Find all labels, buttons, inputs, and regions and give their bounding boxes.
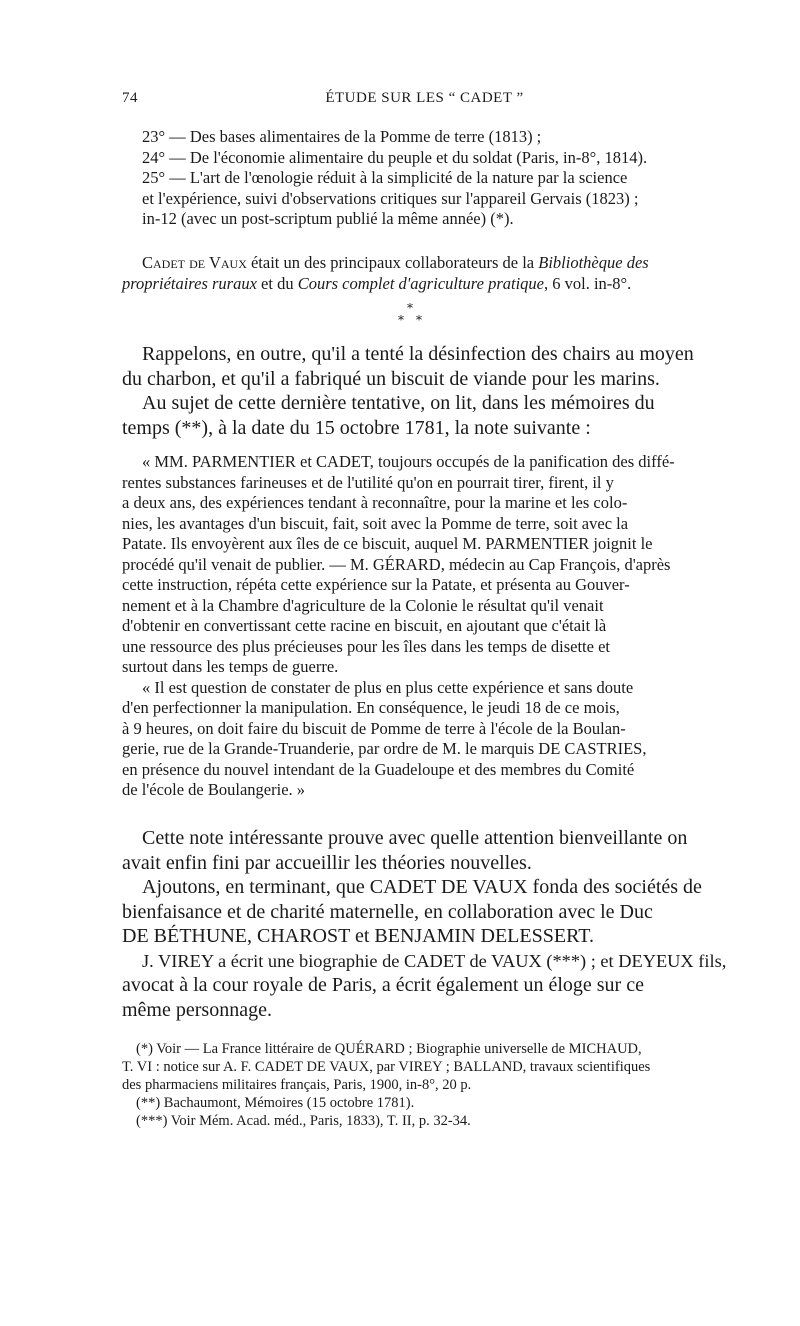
running-head: ÉTUDE SUR LES “ CADET ”	[325, 90, 524, 106]
closing-text	[122, 826, 727, 1022]
body-text	[122, 342, 727, 440]
text-line: Patate. Ils envoyèrent aux îles de ce biscuit, auquel M. PARMENTIER joignit le	[122, 534, 653, 553]
text-line: surtout dans les temps de guerre.	[122, 657, 339, 676]
text-line: « Il est question de constater de plus en plus cette expérience et sans doute	[142, 677, 634, 697]
list-item: 24° — De l'économie alimentaire du peuple et du soldat (Paris, in-8°, 1814).	[142, 147, 648, 167]
text-line: de l'école de Boulangerie. »	[122, 780, 306, 799]
paragraph	[122, 875, 727, 949]
list-item: 23° — Des bases alimentaires de la Pomme de terre (1813) ;	[142, 127, 542, 146]
text-line: même personnage.	[122, 998, 272, 1021]
text-line: en présence du nouvel intendant de la Guadeloupe et des membres du Comité	[122, 759, 635, 779]
text-line: gerie, rue de la Grande-Truanderie, par ordre de M. le marquis DE CASTRIES,	[122, 739, 647, 758]
text-line: nies, les avantages d'un biscuit, fait, soit avec la Pomme de terre, soit avec la	[122, 513, 629, 533]
text-line: d'obtenir en convertissant cette racine en biscuit, en ajoutant que c'était là	[122, 616, 607, 635]
text-line: a deux ans, des expériences tendant à reconnaître, pour la marine et les colo-	[122, 493, 628, 512]
quote-paragraph	[122, 452, 727, 678]
quote-paragraph	[122, 678, 727, 801]
text-line: cette instruction, répéta cette expérience sur la Patate, et présenta au Gouver-	[122, 575, 630, 594]
page-number: 74	[122, 90, 138, 106]
text-line: avait enfin fini par accueillir les théories nouvelles.	[122, 851, 532, 874]
collaboration-paragraph	[122, 253, 727, 294]
book-title: Bibliothèque des	[538, 253, 649, 272]
text-line: « MM. PARMENTIER et CADET, toujours occupés de la panification des diffé-	[142, 452, 675, 471]
paragraph-text: et du	[256, 273, 298, 293]
footnote: (***) Voir Mém. Acad. méd., Paris, 1833), T. II, p. 32-34.	[136, 1113, 471, 1129]
footnote: (**) Bachaumont, Mémoires (15 octobre 1781).	[136, 1095, 415, 1111]
text-line: rentes substances farineuses et de l'utilité qu'on en pourrait tirer, firent, il y	[122, 472, 614, 492]
text-line: procédé qu'il venait de publier. — M. GÉRARD, médecin au Cap François, d'après	[122, 554, 671, 574]
text-line: d'en perfectionner la manipulation. En conséquence, le jeudi 18 de ce mois,	[122, 698, 620, 717]
list-item: 25° — L'art de l'œnologie réduit à la simplicité de la nature par la science	[142, 168, 628, 187]
text-line: Rappelons, en outre, qu'il a tenté la désinfection des chairs au moyen	[142, 343, 694, 365]
list-item: in-12 (avec un post-scriptum publié la même année) (*).	[142, 209, 514, 228]
paragraph	[122, 342, 727, 391]
text-line: Cette note intéressante prouve avec quelle attention bienveillante on	[142, 827, 688, 849]
works-list	[122, 127, 727, 230]
footnote: (*) Voir — La France littéraire de QUÉRARD ; Biographie universelle de MICHAUD,	[136, 1041, 642, 1057]
paragraph	[122, 391, 727, 440]
footnotes	[122, 1040, 727, 1130]
person-name: Cadet de Vaux	[142, 253, 247, 272]
text-line: bienfaisance et de charité maternelle, en collaboration avec le Duc	[122, 900, 653, 923]
text-line: DE BÉTHUNE, CHAROST et BENJAMIN DELESSERT.	[122, 925, 594, 947]
book-title: propriétaires ruraux	[122, 273, 257, 293]
asterism-bottom: **	[398, 313, 434, 327]
footnote-line: des pharmaciens militaires français, Paris, 1900, in-8°, 20 p.	[122, 1077, 472, 1093]
text-line: une ressource des plus précieuses pour les îles dans les temps de disette et	[122, 636, 610, 656]
asterism	[380, 302, 440, 334]
text-line: Au sujet de cette dernière tentative, on lit, dans les mémoires du	[142, 392, 655, 414]
paragraph-text: , 6 vol. in-8°.	[543, 273, 632, 293]
text-line: temps (**), à la date du 15 octobre 1781, la note suivante :	[122, 416, 591, 439]
quotation	[122, 452, 727, 801]
text-line: du charbon, et qu'il a fabriqué un biscuit de viande pour les marins.	[122, 367, 660, 390]
asterism-top: *	[407, 301, 413, 315]
text-line: avocat à la cour royale de Paris, a écrit également un éloge sur ce	[122, 974, 644, 996]
list-item: et l'expérience, suivi d'observations critiques sur l'appareil Gervais (1823) ;	[142, 188, 639, 208]
footnote-line: T. VI : notice sur A. F. CADET DE VAUX, par VIREY ; BALLAND, travaux scientifiques	[122, 1059, 651, 1075]
text-line: à 9 heures, on doit faire du biscuit de Pomme de terre à l'école de la Boulan-	[122, 718, 626, 738]
page-header	[122, 90, 727, 112]
paragraph-text: était un des principaux collaborateurs de la	[246, 253, 539, 272]
text-line: J. VIREY a écrit une biographie de CADET de VAUX (***) ; et DEYEUX fils,	[142, 950, 727, 971]
text-line: nement et à la Chambre d'agriculture de la Colonie le résultat qu'il venait	[122, 595, 604, 615]
text-line: Ajoutons, en terminant, que CADET DE VAUX fonda des sociétés de	[142, 876, 702, 898]
paragraph	[122, 826, 727, 875]
book-title: Cours complet d'agriculture pratique	[297, 273, 544, 293]
paragraph	[122, 949, 727, 1023]
